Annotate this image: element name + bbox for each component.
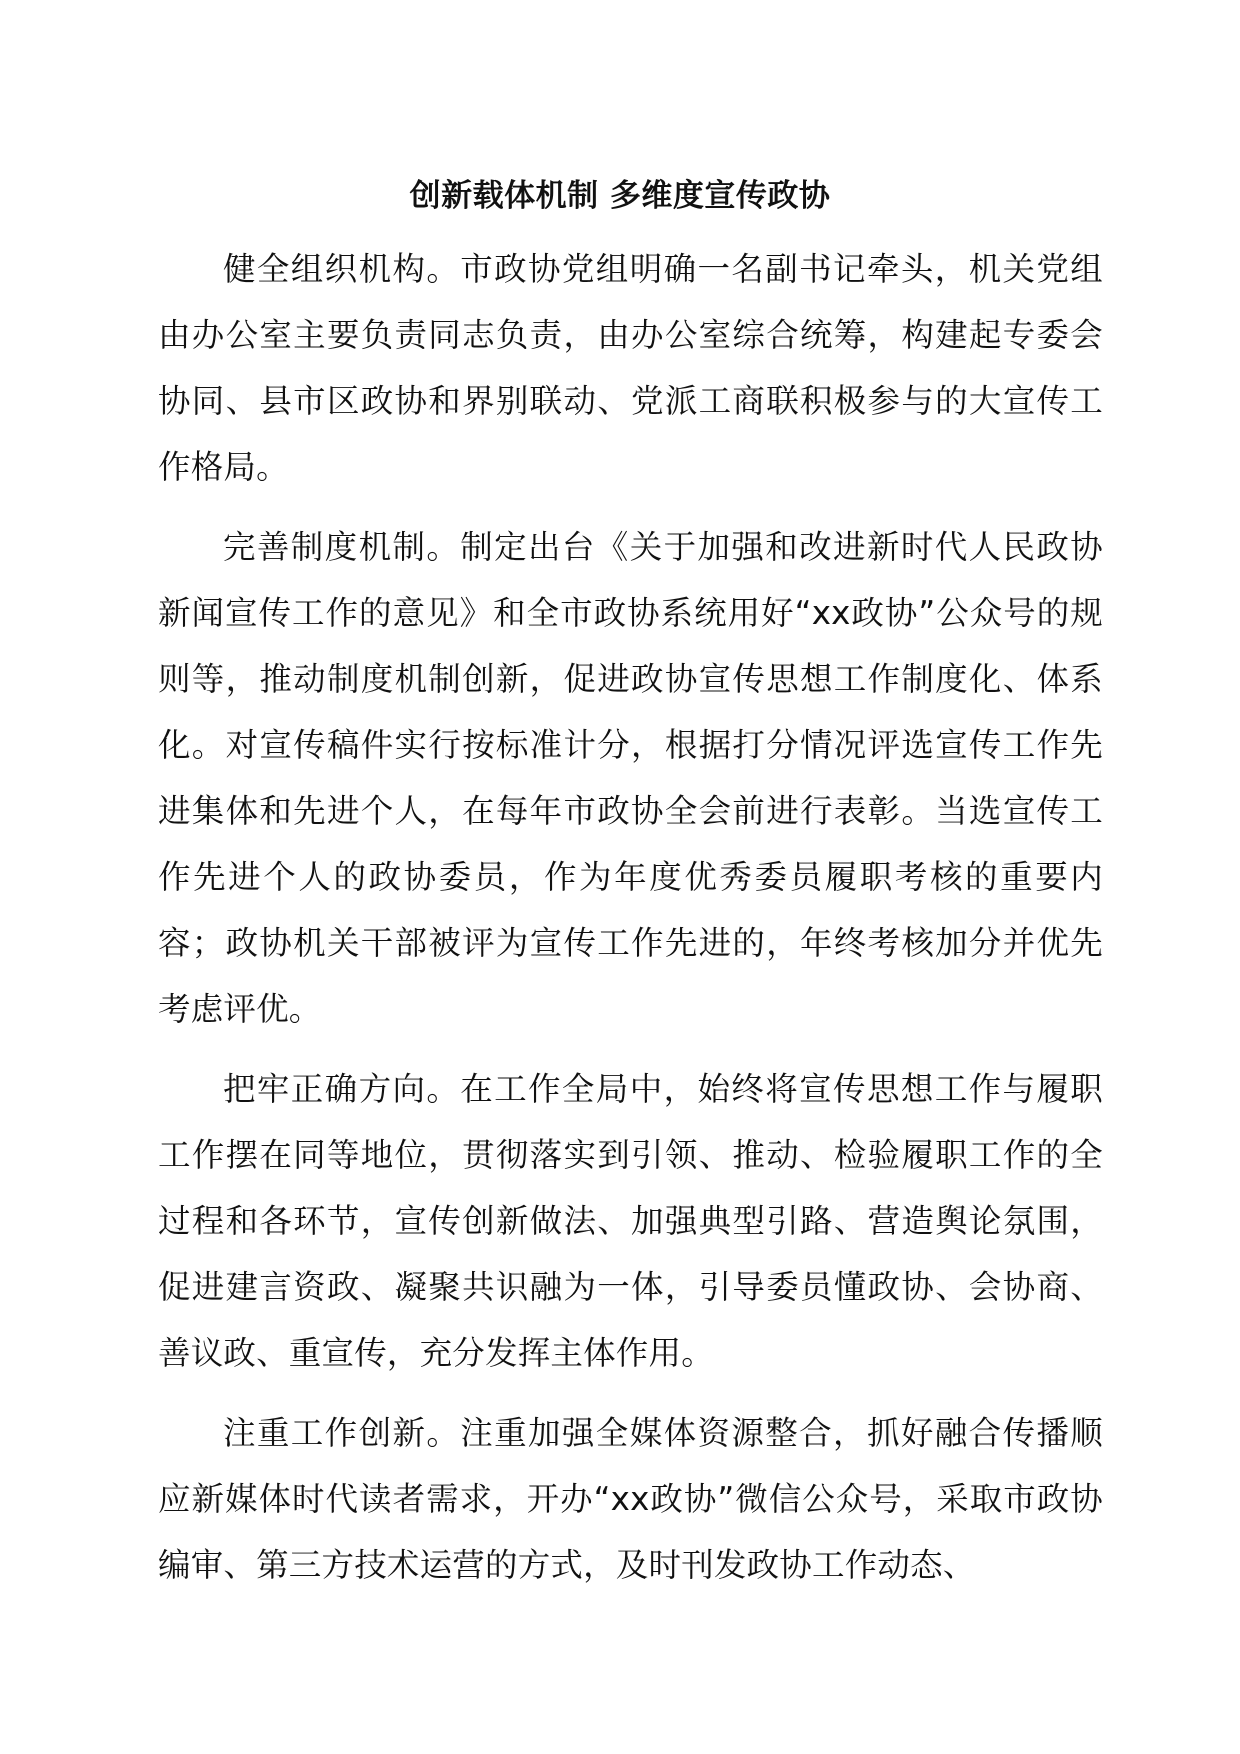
paragraph-direction: 把牢正确方向。在工作全局中，始终将宣传思想工作与履职工作摆在同等地位，贯彻落实到引领、推动、检验履职工作的全过程和各环节，宣传创新做法、加强典型引路、营造舆论氛围，促进建言资政、凝聚共识融为一体，引导委员懂政协、会协商、善议政、重宣传，充分发挥主体作用。 (158, 1070, 1103, 1372)
document-body (158, 236, 1103, 1598)
paragraph-mechanism: 完善制度机制。制定出台《关于加强和改进新时代人民政协新闻宣传工作的意见》和全市政协系统用好“xx政协”公众号的规则等，推动制度机制创新，促进政协宣传思想工作制度化、体系化。对宣传稿件实行按标准计分，根据打分情况评选宣传工作先进集体和先进个人，在每年市政协全会前进行表彰。当选宣传工作先进个人的政协委员，作为年度优秀委员履职考核的重要内容；政协机关干部被评为宣传工作先进的，年终考核加分并优先考虑评优。 (158, 528, 1103, 1028)
document-title: 创新载体机制 多维度宣传政协 (409, 178, 831, 214)
paragraph-innovation: 注重工作创新。注重加强全媒体资源整合，抓好融合传播顺应新媒体时代读者需求，开办“xx政协”微信公众号，采取市政协编审、第三方技术运营的方式，及时刊发政协工作动态、 (158, 1414, 1103, 1584)
paragraph-organization: 健全组织机构。市政协党组明确一名副书记牵头，机关党组由办公室主要负责同志负责，由办公室综合统筹，构建起专委会协同、县市区政协和界别联动、党派工商联积极参与的大宣传工作格局。 (158, 250, 1103, 486)
